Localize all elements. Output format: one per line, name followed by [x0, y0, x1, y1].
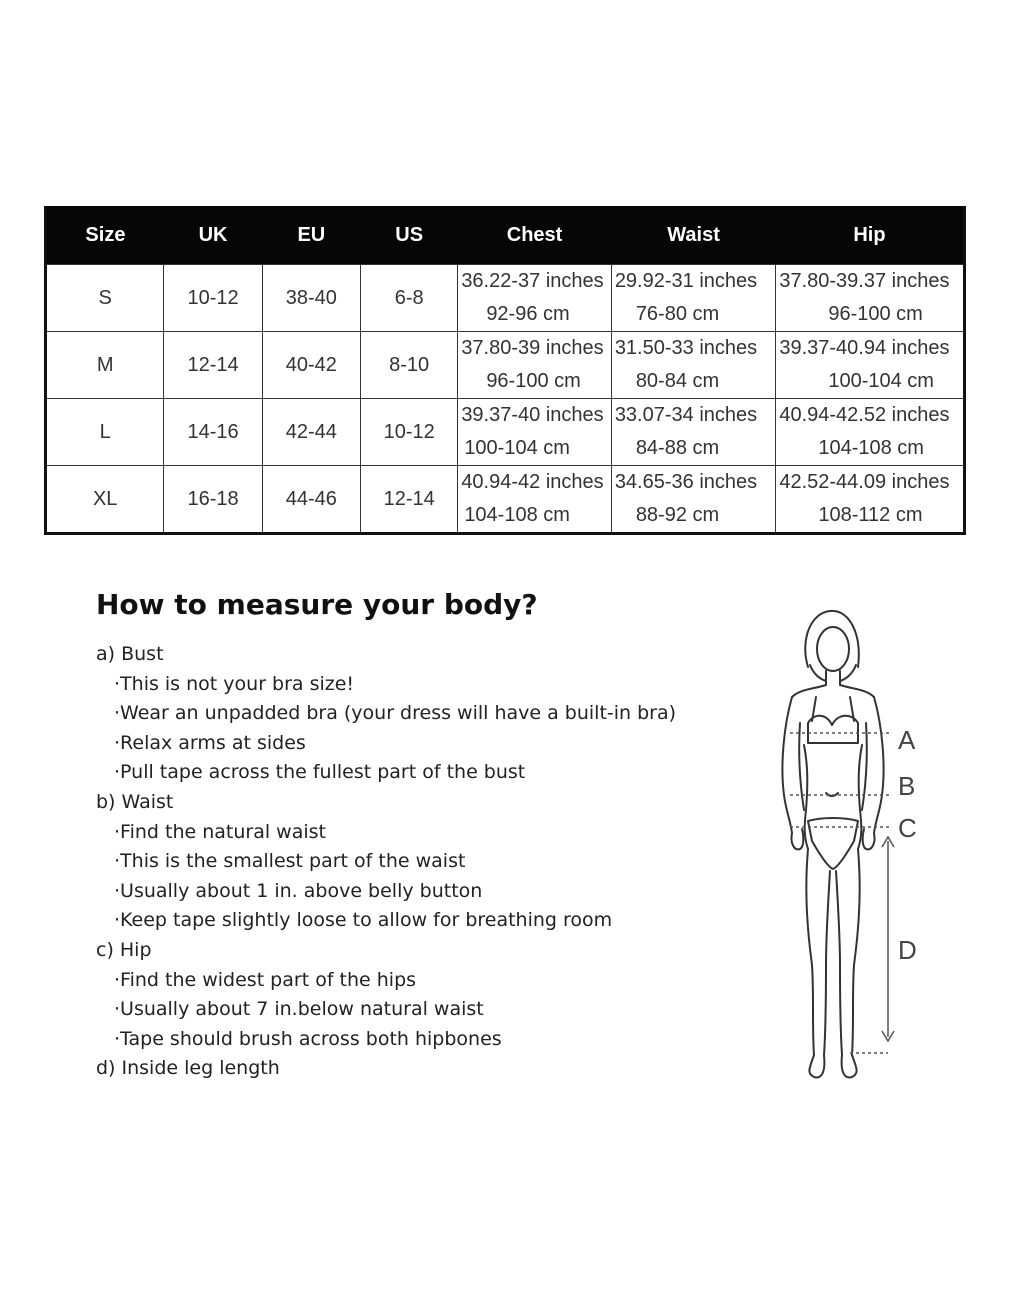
header-waist: Waist: [611, 206, 776, 265]
chest-inches: 36.22-37 inches: [461, 270, 604, 292]
hip-cm: 96-100 cm: [828, 303, 923, 325]
figure-letter-d: D: [898, 935, 917, 965]
size-cell: M: [46, 332, 164, 399]
guide-tip: ·Wear an unpadded bra (your dress will have a built-in bra): [114, 702, 677, 725]
hip-inches: 40.94-42.52 inches: [779, 404, 950, 426]
size-cell: L: [46, 399, 164, 466]
header-size: Size: [46, 206, 164, 265]
waist-cell: [611, 466, 776, 534]
waist-cm: 76-80 cm: [635, 303, 720, 325]
eu-cell: 42-44: [262, 399, 360, 466]
eu-cell: 40-42: [262, 332, 360, 399]
guide-tip: ·Tape should brush across both hipbones: [114, 1027, 502, 1050]
header-uk: UK: [164, 206, 262, 265]
hip-cell: [776, 466, 965, 534]
chest-cm: 96-100 cm: [486, 370, 581, 392]
waist-cm: 84-88 cm: [635, 437, 720, 459]
table-row: [46, 466, 965, 534]
guide-heading-inside-leg: d) Inside leg length: [96, 1057, 280, 1080]
uk-cell: 14-16: [164, 399, 262, 466]
uk-cell: 16-18: [164, 466, 262, 534]
size-chart-table: [44, 206, 966, 535]
chest-inches: 40.94-42 inches: [461, 471, 604, 493]
table-row: [46, 332, 965, 399]
header-eu: EU: [262, 206, 360, 265]
hip-cell: [776, 265, 965, 332]
body-measurement-figure: [770, 605, 930, 1085]
guide-tip: ·This is the smallest part of the waist: [114, 850, 466, 873]
measure-guide-list: [96, 640, 676, 1084]
guide-heading-hip: c) Hip: [96, 938, 152, 961]
guide-tip: ·Keep tape slightly loose to allow for breathing room: [114, 909, 613, 932]
header-us: US: [361, 206, 458, 265]
uk-cell: 12-14: [164, 332, 262, 399]
hip-cm: 100-104 cm: [828, 370, 934, 392]
chest-inches: 37.80-39 inches: [461, 337, 604, 359]
us-cell: 12-14: [361, 466, 458, 534]
waist-cell: [611, 265, 776, 332]
hip-cell: [776, 332, 965, 399]
figure-letter-c: C: [898, 813, 917, 843]
waist-inches: 29.92-31 inches: [614, 270, 758, 292]
chest-cm: 100-104 cm: [464, 437, 570, 459]
waist-cm: 88-92 cm: [635, 504, 720, 526]
guide-tip: ·This is not your bra size!: [114, 672, 355, 695]
guide-heading-waist: b) Waist: [96, 790, 174, 813]
waist-cell: [611, 399, 776, 466]
waist-inches: 31.50-33 inches: [614, 337, 758, 359]
chest-cell: [458, 265, 612, 332]
hip-inches: 42.52-44.09 inches: [779, 471, 950, 493]
waist-cm: 80-84 cm: [635, 370, 720, 392]
guide-heading-bust: a) Bust: [96, 643, 164, 665]
hip-inches: 37.80-39.37 inches: [779, 270, 950, 292]
us-cell: 6-8: [361, 265, 458, 332]
guide-tip: ·Find the natural waist: [114, 820, 326, 843]
size-cell: S: [46, 265, 164, 332]
chest-cm: 92-96 cm: [486, 303, 570, 325]
chest-inches: 39.37-40 inches: [461, 404, 604, 426]
table-row: [46, 265, 965, 332]
chest-cell: [458, 466, 612, 534]
eu-cell: 44-46: [262, 466, 360, 534]
us-cell: 8-10: [361, 332, 458, 399]
hip-cm: 104-108 cm: [818, 437, 924, 459]
us-cell: 10-12: [361, 399, 458, 466]
waist-cell: [611, 332, 776, 399]
hip-cell: [776, 399, 965, 466]
waist-inches: 33.07-34 inches: [614, 404, 758, 426]
size-cell: XL: [46, 466, 164, 534]
body-figure-illustration: [770, 605, 930, 1085]
header-hip: Hip: [776, 206, 965, 265]
guide-tip: ·Relax arms at sides: [114, 731, 306, 754]
guide-tip: ·Usually about 1 in. above belly button: [114, 879, 483, 902]
guide-tip: ·Pull tape across the fullest part of the bust: [114, 761, 526, 784]
chest-cell: [458, 399, 612, 466]
hip-cm: 108-112 cm: [818, 504, 923, 526]
figure-letter-b: B: [898, 771, 916, 801]
guide-tip: ·Usually about 7 in.below natural waist: [114, 998, 484, 1021]
chest-cm: 104-108 cm: [464, 504, 570, 526]
hip-inches: 39.37-40.94 inches: [779, 337, 950, 359]
eu-cell: 38-40: [262, 265, 360, 332]
uk-cell: 10-12: [164, 265, 262, 332]
header-chest: Chest: [458, 206, 612, 265]
table-row: [46, 399, 965, 466]
waist-inches: 34.65-36 inches: [614, 471, 758, 493]
figure-letter-a: A: [898, 725, 916, 755]
size-chart-header-row: [46, 206, 965, 265]
measure-guide-title: How to measure your body?: [96, 588, 538, 621]
guide-tip: ·Find the widest part of the hips: [114, 968, 417, 991]
chest-cell: [458, 332, 612, 399]
